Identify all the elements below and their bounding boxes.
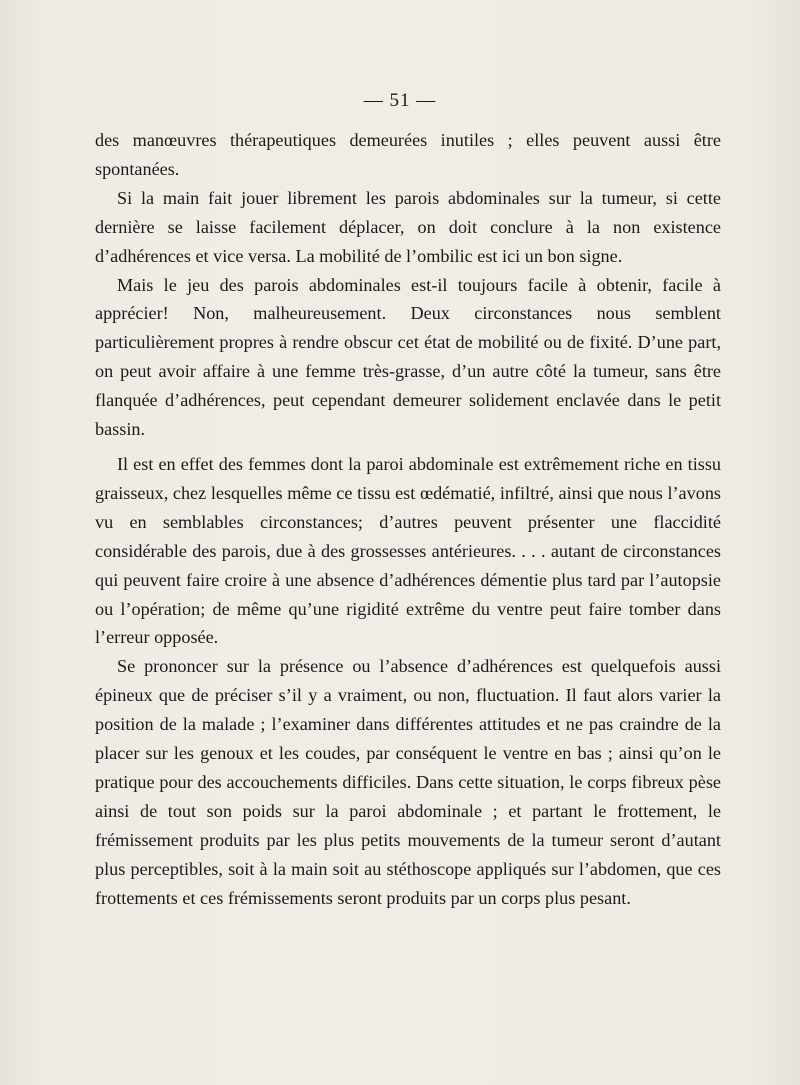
page-number: — 51 — <box>363 90 437 111</box>
body-text <box>95 126 721 912</box>
paragraph-2: Si la main fait jouer librement les parois abdominales sur la tumeur, si cette dernière se laisse facilement déplacer, on doit conclure à la non existence d’adhérences et vice versa. La mobilité de l’ombilic est ici un bon signe. <box>95 187 721 266</box>
paragraph-5: Se prononcer sur la présence ou l’absence d’adhérences est quelquefois aussi épineux que de préciser s’il y a vraiment, ou non, fluctuation. Il faut alors varier la position de la malade ; l’examiner dans différentes attitudes et ne pas craindre de la placer sur les genoux et les coudes, par conséquent le ventre en bas ; ainsi qu’on le pratique pour des accouchements difficiles. Dans cette situation, le corps fibreux pèse ainsi de tout son poids sur la paroi abdominale ; et partant le frottement, le frémissement produits par les plus petits mouvements de la tumeur seront d’autant plus perceptibles, soit à la main soit au stéthoscope appliqués sur l’abdomen, que ces frottements et ces frémissements seront produits par un corps plus pesant. <box>95 656 721 908</box>
paragraph-1: des manœuvres thérapeutiques demeurées inutiles ; elles peuvent aussi être spontanées. <box>95 130 721 179</box>
paragraph-3: Mais le jeu des parois abdominales est-il toujours facile à obtenir, facile à apprécier! Non, malheureusement. Deux circonstances nous semblent particulièrement propres à rendre obscur cet état de mobilité ou de fixité. D’une part, on peut avoir affaire à une femme très-grasse, d’un autre côté la tumeur, sans être flanquée d’adhérences, peut cependant demeurer solidement enclavée dans le petit bassin. <box>95 274 721 440</box>
paragraph-4: Il est en effet des femmes dont la paroi abdominale est extrêmement riche en tissu graisseux, chez lesquelles même ce tissu est œdématié, infiltré, ainsi que nous l’avons vu en semblables circonstances; d’autres peuvent présenter une flaccidité considérable des parois, due à des grossesses antérieures. . . . autant de circonstances qui peuvent faire croire à une absence d’adhérences démentie plus tard par l’autopsie ou l’opération; de même qu’une rigidité extrême du ventre peut faire tomber dans l’erreur opposée. <box>95 453 721 648</box>
